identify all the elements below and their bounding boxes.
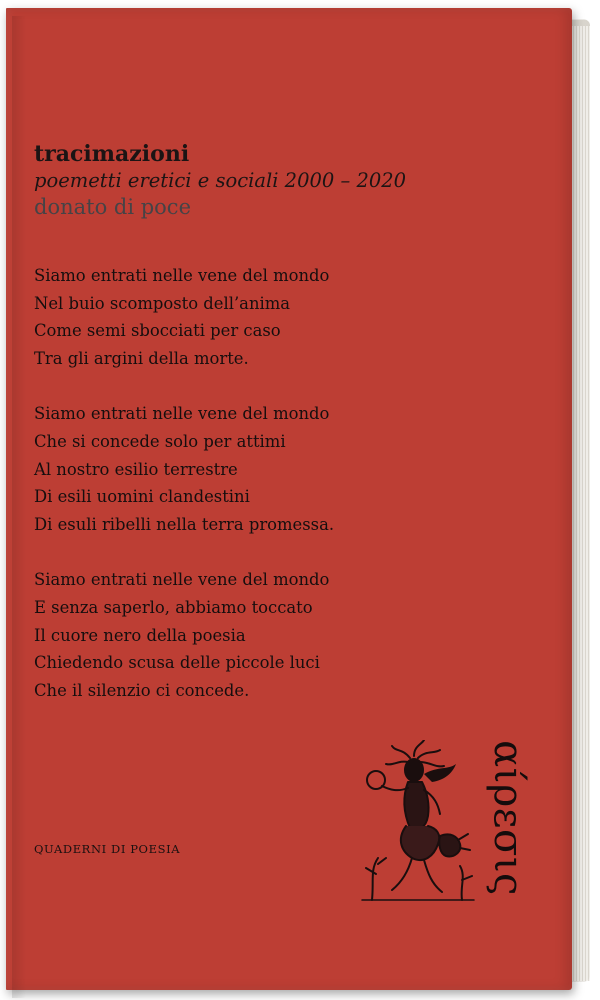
- poem-line: Che il silenzio ci concede.: [34, 680, 250, 700]
- poem-line: Chiedendo scusa delle piccole luci: [34, 653, 320, 673]
- poem-line: Siamo entrati nelle vene del mondo: [34, 266, 330, 285]
- poem-line: Di esili uomini clandestini: [34, 487, 250, 507]
- poem-line: E senza saperlo, abbiamo toccato: [34, 597, 313, 617]
- poem-line: Siamo entrati nelle vene del mondo: [34, 404, 330, 424]
- publisher-brand: [486, 728, 530, 908]
- poem-line: Come semi sbocciati per caso: [34, 321, 281, 341]
- poem-stanza: [34, 400, 434, 538]
- series-label: QUADERNI DI POESIA: [34, 842, 181, 856]
- book-subtitle: poemetti eretici e sociali 2000 – 2020: [34, 169, 407, 192]
- poem-line: Al nostro esilio terrestre: [34, 459, 238, 479]
- poem-line: Siamo entrati nelle vene del mondo: [34, 570, 330, 590]
- poem-line: Di esuli ribelli nella terra promessa.: [34, 514, 335, 534]
- book-author: donato di poce: [34, 195, 191, 219]
- book-title: tracimazioni: [34, 141, 190, 167]
- poem-stanza: [34, 262, 434, 372]
- woodcut-figure-emblem-icon: [352, 740, 482, 902]
- poem-line: Tra gli argini della morte.: [34, 348, 249, 368]
- poem-line: Il cuore nero della poesia: [34, 625, 246, 645]
- spine-shadow: [12, 16, 26, 998]
- poem-line: Che si concede solo per attimi: [34, 431, 286, 451]
- book-cover: [6, 8, 572, 990]
- poem-text: [34, 262, 434, 732]
- publisher-logo-text: αίρεσις: [485, 740, 531, 896]
- cover-heading: [34, 140, 406, 220]
- poem-stanza: [34, 566, 434, 704]
- poem-line: Nel buio scomposto dell’anima: [34, 293, 291, 313]
